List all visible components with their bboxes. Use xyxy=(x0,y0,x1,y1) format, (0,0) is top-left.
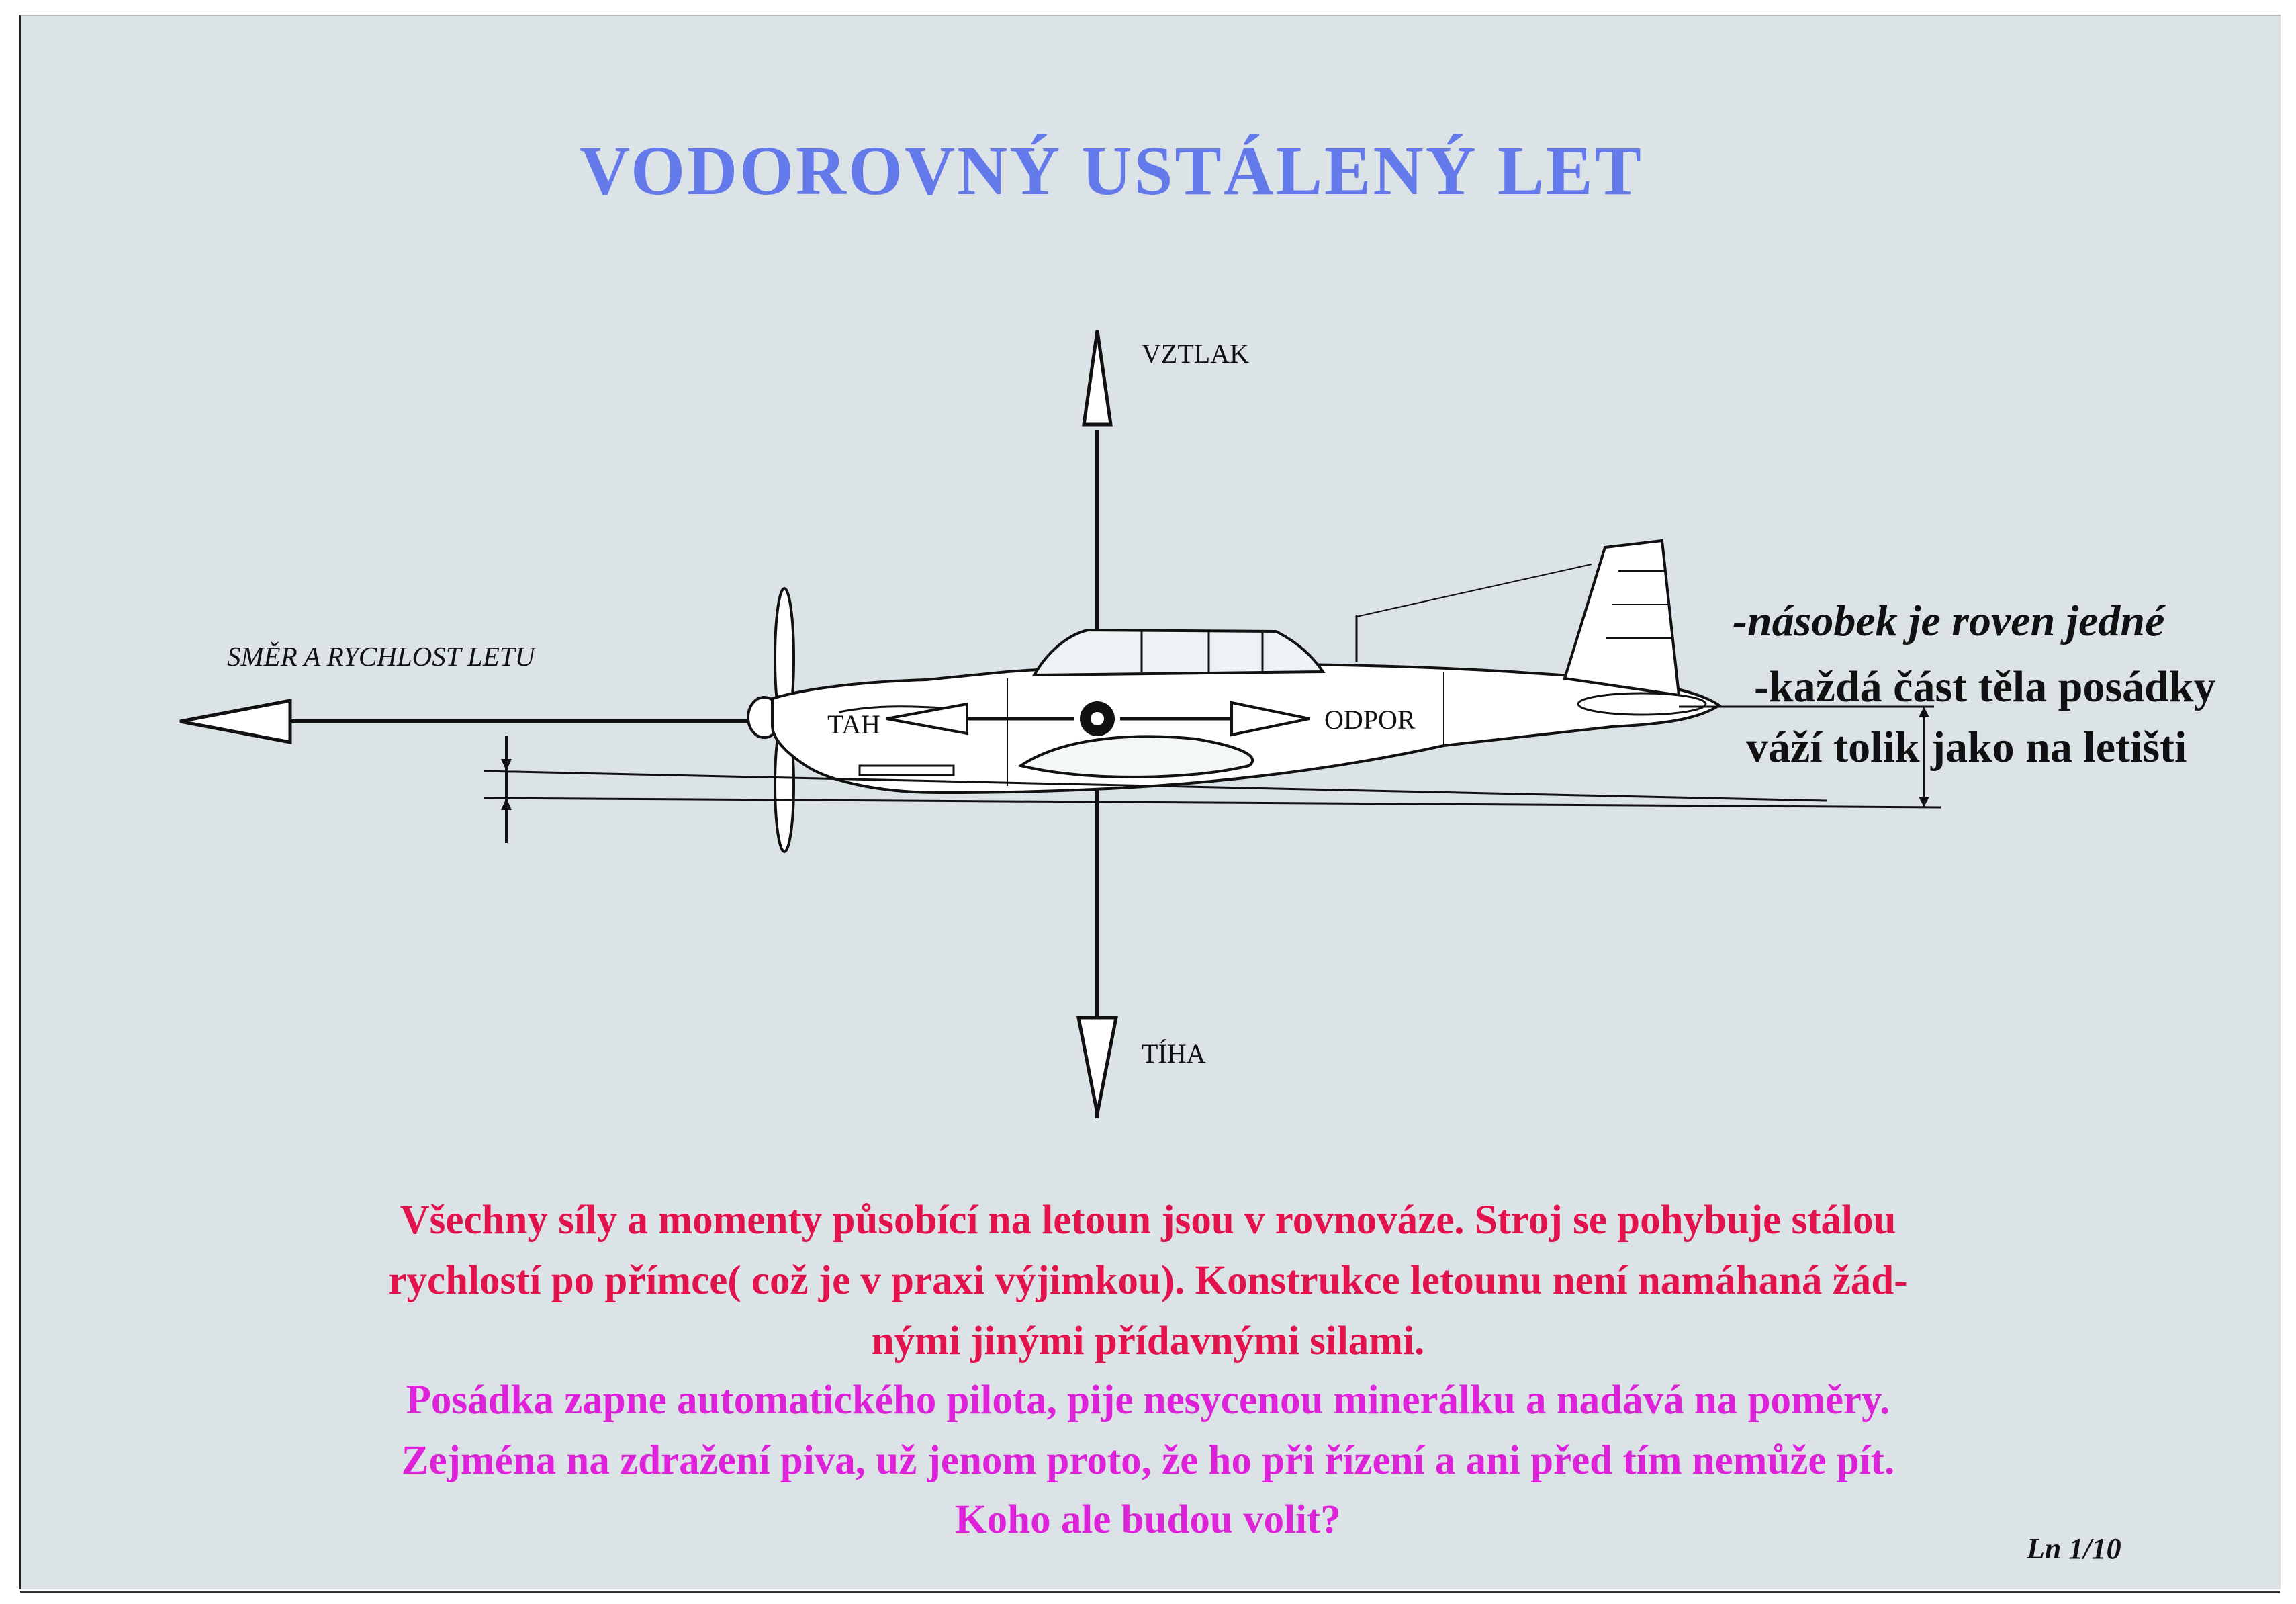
note-crew-body: -každá část těla posádky xyxy=(1754,662,2216,711)
note-weight: váží tolik jako na letišti xyxy=(1746,723,2187,772)
note-load-factor: -násobek je roven jedné xyxy=(1733,596,2165,645)
description-line: nými jinými přídavnými silami. xyxy=(871,1319,1425,1364)
flight-direction-arrow-icon xyxy=(180,701,290,742)
crew-line: Zejména na zdražení piva, už jenom proto, že ho při řízení a ani před tím nemůže pít. xyxy=(401,1438,1895,1483)
crew-line: Posádka zapne automatického pilota, pije nesycenou minerálku a nadává na poměry. xyxy=(406,1378,1890,1423)
description-line: rychlostí po přímce( což je v praxi výjimkou). Konstrukce letounu není namáhaná žád- xyxy=(388,1258,1908,1303)
lift-label: VZTLAK xyxy=(1142,339,1249,369)
crew-line: Koho ale budou volit? xyxy=(955,1497,1341,1542)
flight-direction-label: SMĚR A RYCHLOST LETU xyxy=(227,641,535,672)
page-title: VODOROVNÝ USTÁLENÝ LET xyxy=(580,132,1643,210)
weight-arrow-icon xyxy=(1078,1018,1116,1114)
description-line: Všechny síly a momenty působící na letoun jsou v rovnováze. Stroj se pohybuje stálou xyxy=(400,1198,1896,1243)
reference-line-lower xyxy=(484,798,1941,807)
weight-label: TÍHA xyxy=(1142,1038,1206,1069)
lift-arrow-icon xyxy=(1084,330,1111,425)
drag-label: ODPOR xyxy=(1324,705,1416,735)
thrust-label: TAH xyxy=(827,709,881,740)
page-reference: Ln 1/10 xyxy=(2027,1532,2121,1565)
